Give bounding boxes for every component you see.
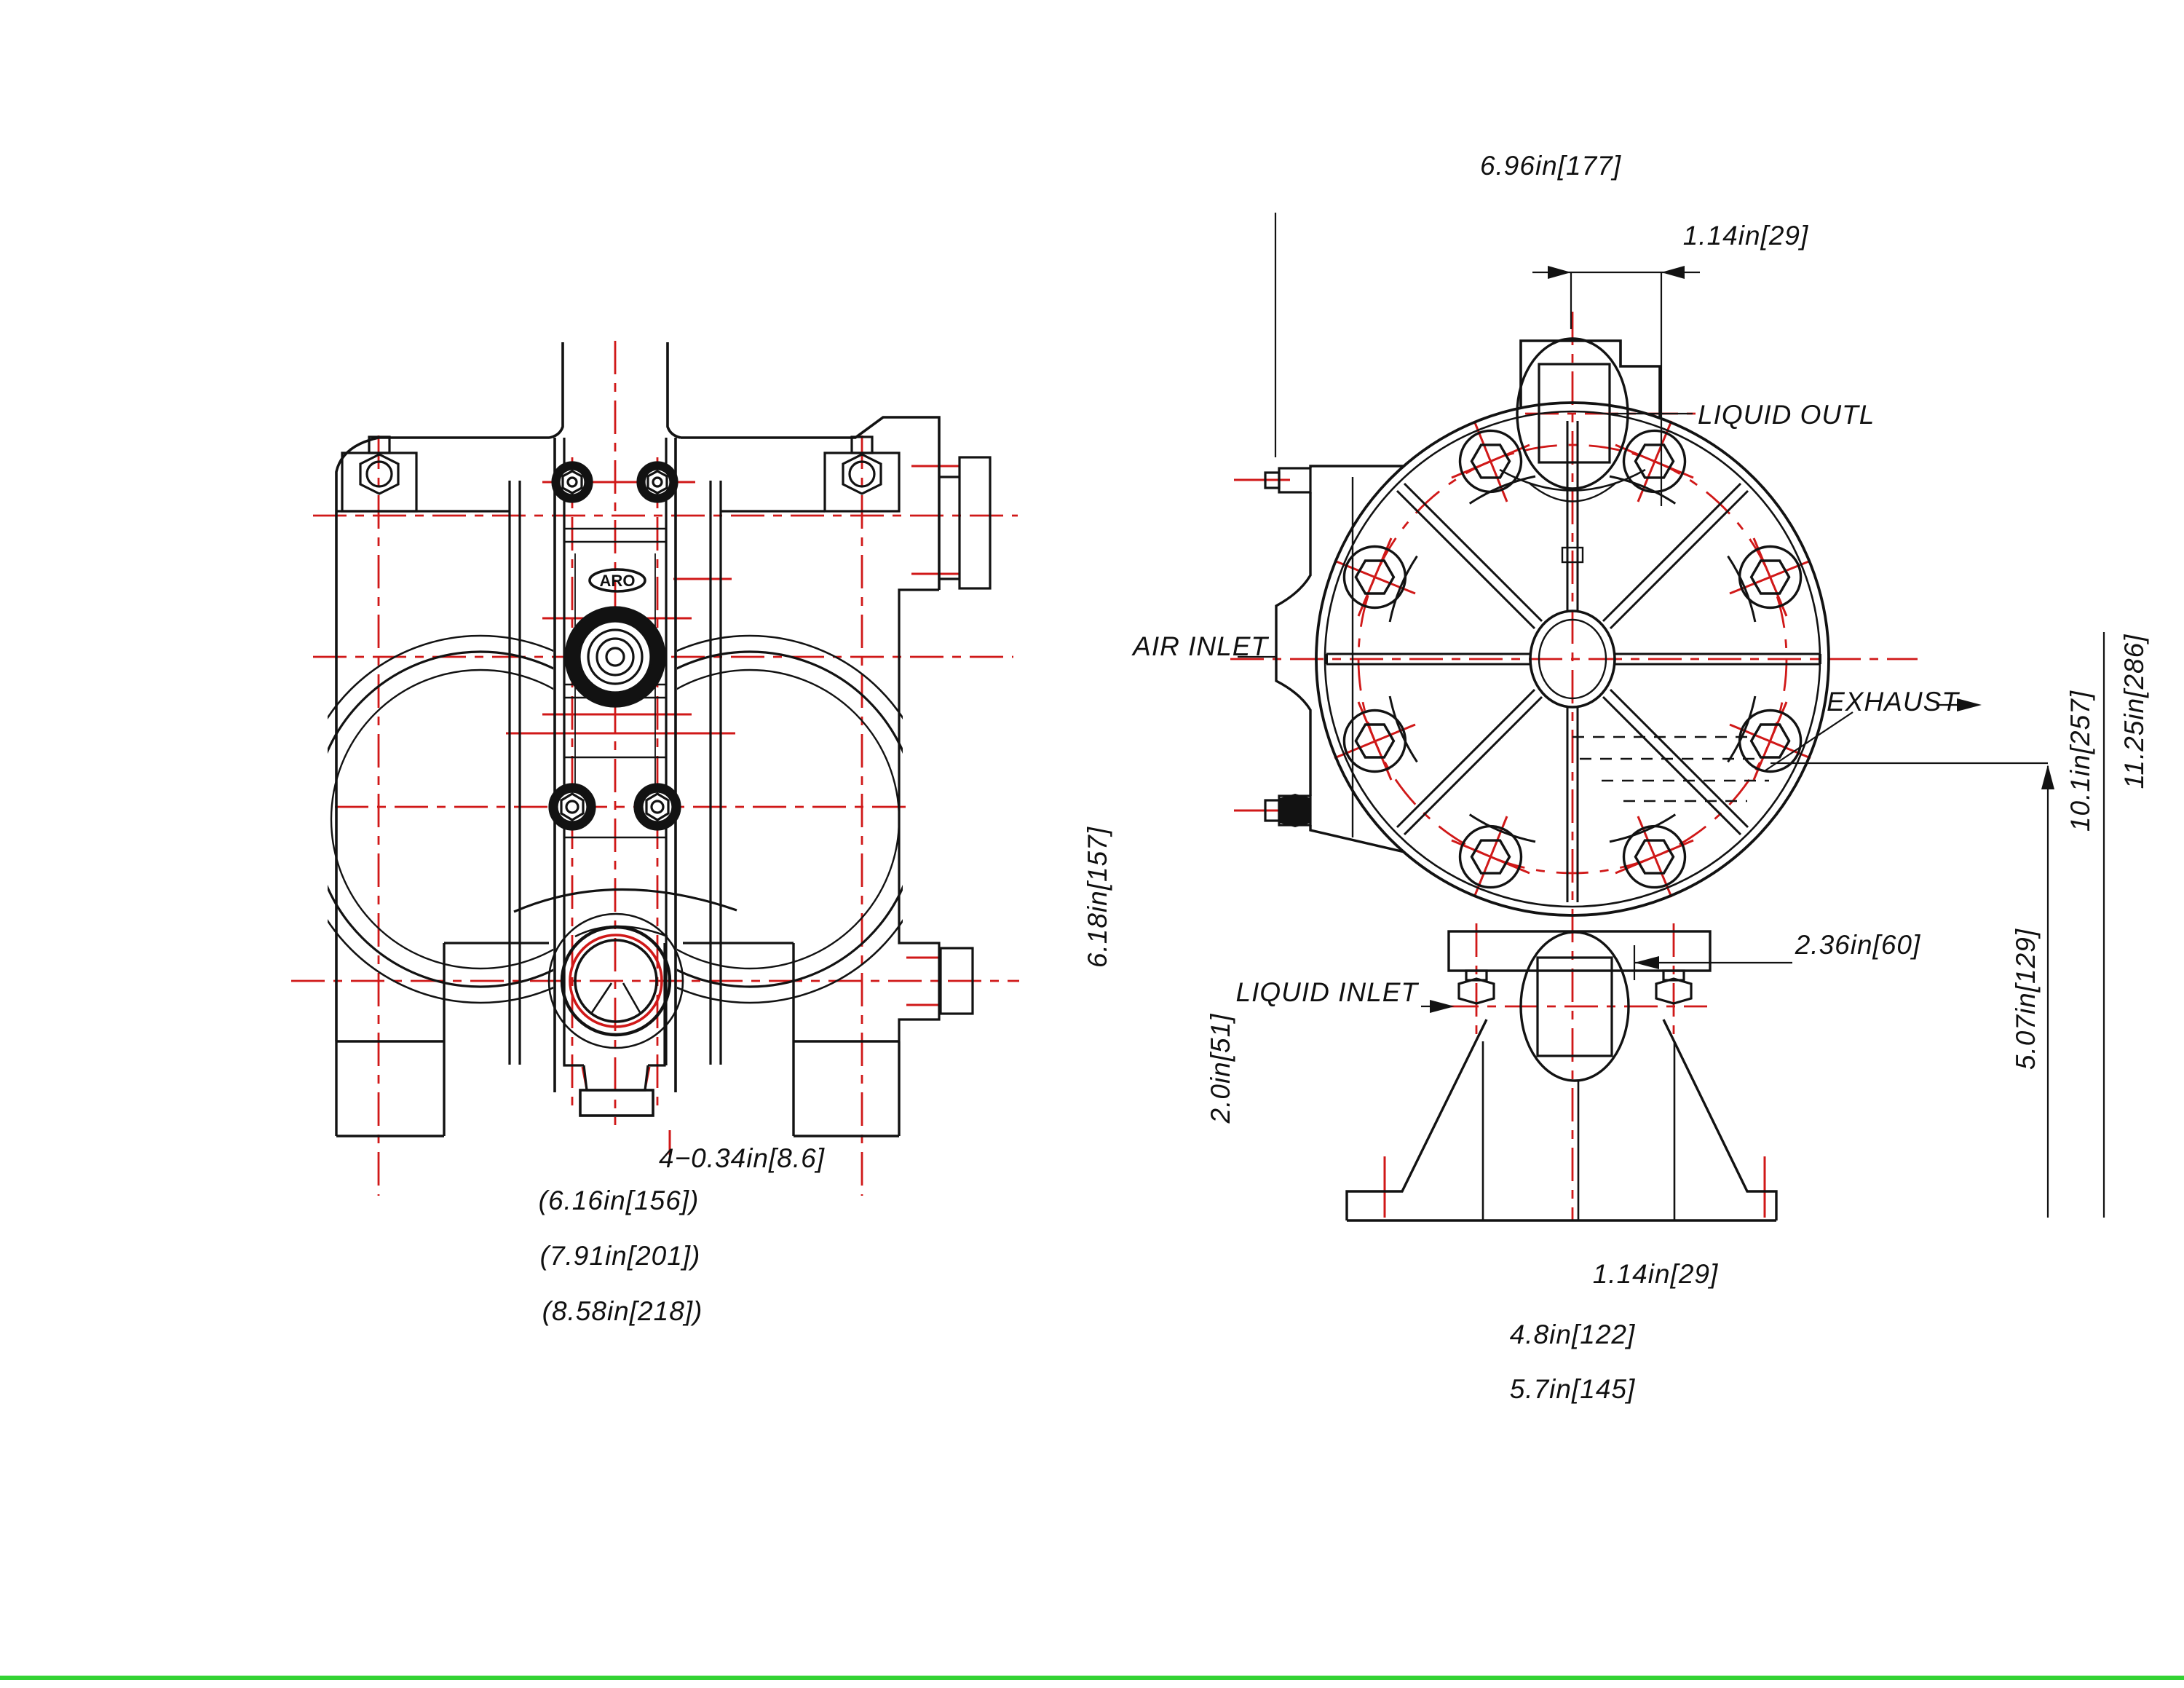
air-valve-knob [566, 607, 665, 706]
side-view-centerlines [1230, 312, 1918, 1220]
dim-top-width: 6.96in[177] [1479, 151, 1622, 181]
dim-outlet-offset: 1.14in[29] [1682, 221, 1809, 251]
dim-base-width: 5.7in[145] [1509, 1374, 1636, 1404]
dim-foot-width: 4.8in[122] [1509, 1320, 1636, 1349]
label-exhaust: EXHAUST [1827, 687, 1959, 717]
label-liquid-outlet: LIQUID OUTL [1698, 400, 1875, 430]
dim-bolt-holes: 4−0.34in[8.6] [659, 1143, 825, 1173]
bottom-border-line [0, 1676, 2184, 1680]
dim-width-1: (6.16in[156]) [538, 1186, 700, 1215]
dim-inlet-center-height: 2.0in[51] [1206, 1013, 1235, 1124]
dim-foot-offset: 1.14in[29] [1592, 1259, 1719, 1289]
side-view [1131, 151, 2149, 1404]
dim-height-to-exhaust: 10.1in[257] [2065, 690, 2095, 832]
dim-front-height: 6.18in[157] [1083, 826, 1112, 969]
inlet-and-stand [1347, 931, 1776, 1220]
outlet-block [1500, 339, 1660, 562]
front-view [291, 341, 1112, 1326]
dim-exhaust-offset: 2.36in[60] [1795, 930, 1921, 960]
side-view-dimension-lines [1235, 213, 2104, 1218]
dim-width-3: (8.58in[218]) [542, 1296, 703, 1326]
label-liquid-inlet: LIQUID INLET [1235, 977, 1418, 1007]
side-view-body [1265, 339, 1829, 1220]
brand-badge-label: ARO [599, 572, 636, 590]
dim-width-2: (7.91in[201]) [539, 1241, 701, 1271]
label-air-inlet: AIR INLET [1133, 631, 1268, 661]
dim-exhaust-center-height: 5.07in[129] [2011, 928, 2041, 1070]
dim-overall-height: 11.25in[286] [2119, 634, 2149, 789]
front-view-body [297, 342, 990, 1136]
